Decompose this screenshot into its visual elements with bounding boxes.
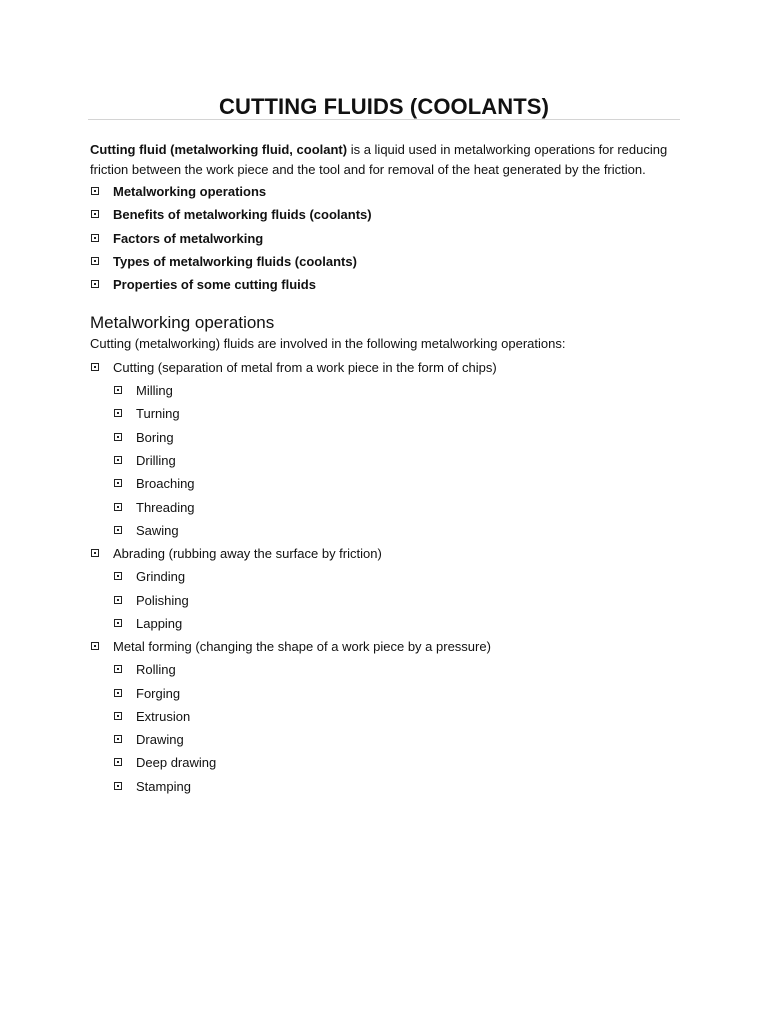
bullet-box-icon [114, 572, 122, 580]
toc-item-label: Types of metalworking fluids (coolants) [113, 254, 357, 269]
sub-list-item-label: Sawing [136, 523, 179, 538]
toc-item-label: Benefits of metalworking fluids (coolants) [113, 207, 372, 222]
sub-list-item-label: Boring [136, 430, 174, 445]
bullet-box-icon [114, 665, 122, 673]
bullet-box-icon [114, 619, 122, 627]
bullet-box-icon [114, 456, 122, 464]
bullet-box-icon [114, 735, 122, 743]
bullet-box-icon [114, 782, 122, 790]
sub-list-item-label: Lapping [136, 616, 183, 631]
bullet-box-icon [91, 549, 99, 557]
title-divider [88, 119, 680, 120]
sub-list-item-label: Drawing [136, 732, 184, 747]
sub-list-item-label: Polishing [136, 593, 189, 608]
sub-list-item-label: Forging [136, 686, 181, 701]
sub-list-item-label: Grinding [136, 569, 186, 584]
bullet-box-icon [114, 712, 122, 720]
section-intro: Cutting (metalworking) fluids are involved in the following metalworking operations: [90, 336, 566, 351]
list-item-label: Abrading (rubbing away the surface by friction) [113, 546, 382, 561]
sub-list-item-label: Broaching [136, 476, 195, 491]
list-item-label: Metal forming (changing the shape of a work piece by a pressure) [113, 639, 491, 654]
sub-list-item-label: Threading [136, 500, 195, 515]
section-heading: Metalworking operations [90, 313, 275, 332]
bullet-box-icon [114, 503, 122, 511]
bullet-box-icon [91, 210, 99, 218]
sub-list-item-label: Deep drawing [136, 755, 217, 770]
sub-list-item-label: Stamping [136, 779, 191, 794]
toc-item-label: Factors of metalworking [113, 231, 264, 246]
sub-list-item-label: Milling [136, 383, 173, 398]
page-title: CUTTING FLUIDS (COOLANTS) [218, 94, 550, 119]
bullet-box-icon [91, 642, 99, 650]
sub-list-item-label: Drilling [136, 453, 176, 468]
bullet-box-icon [114, 386, 122, 394]
intro-text: is a liquid used in metalworking operations for reducing friction between the work piece and the tool and for removal of the heat generated by the friction. [90, 142, 668, 177]
intro-paragraph [90, 140, 690, 180]
sub-list-item-label: Rolling [136, 662, 176, 677]
toc-item-label: Metalworking operations [113, 184, 267, 199]
bullet-box-icon [91, 257, 99, 265]
bullet-box-icon [114, 409, 122, 417]
bullet-box-icon [114, 758, 122, 766]
bullet-box-icon [91, 187, 99, 195]
sub-list-item-label: Extrusion [136, 709, 191, 724]
intro-term: Cutting fluid (metalworking fluid, coolant) [90, 142, 348, 157]
bullet-box-icon [91, 363, 99, 371]
sub-list-item-label: Turning [136, 406, 180, 421]
bullet-box-icon [91, 280, 99, 288]
bullet-box-icon [114, 596, 122, 604]
bullet-box-icon [114, 479, 122, 487]
bullet-box-icon [91, 234, 99, 242]
bullet-box-icon [114, 689, 122, 697]
toc-item-label: Properties of some cutting fluids [113, 277, 316, 292]
list-item-label: Cutting (separation of metal from a work piece in the form of chips) [113, 360, 497, 375]
bullet-box-icon [114, 526, 122, 534]
bullet-box-icon [114, 433, 122, 441]
